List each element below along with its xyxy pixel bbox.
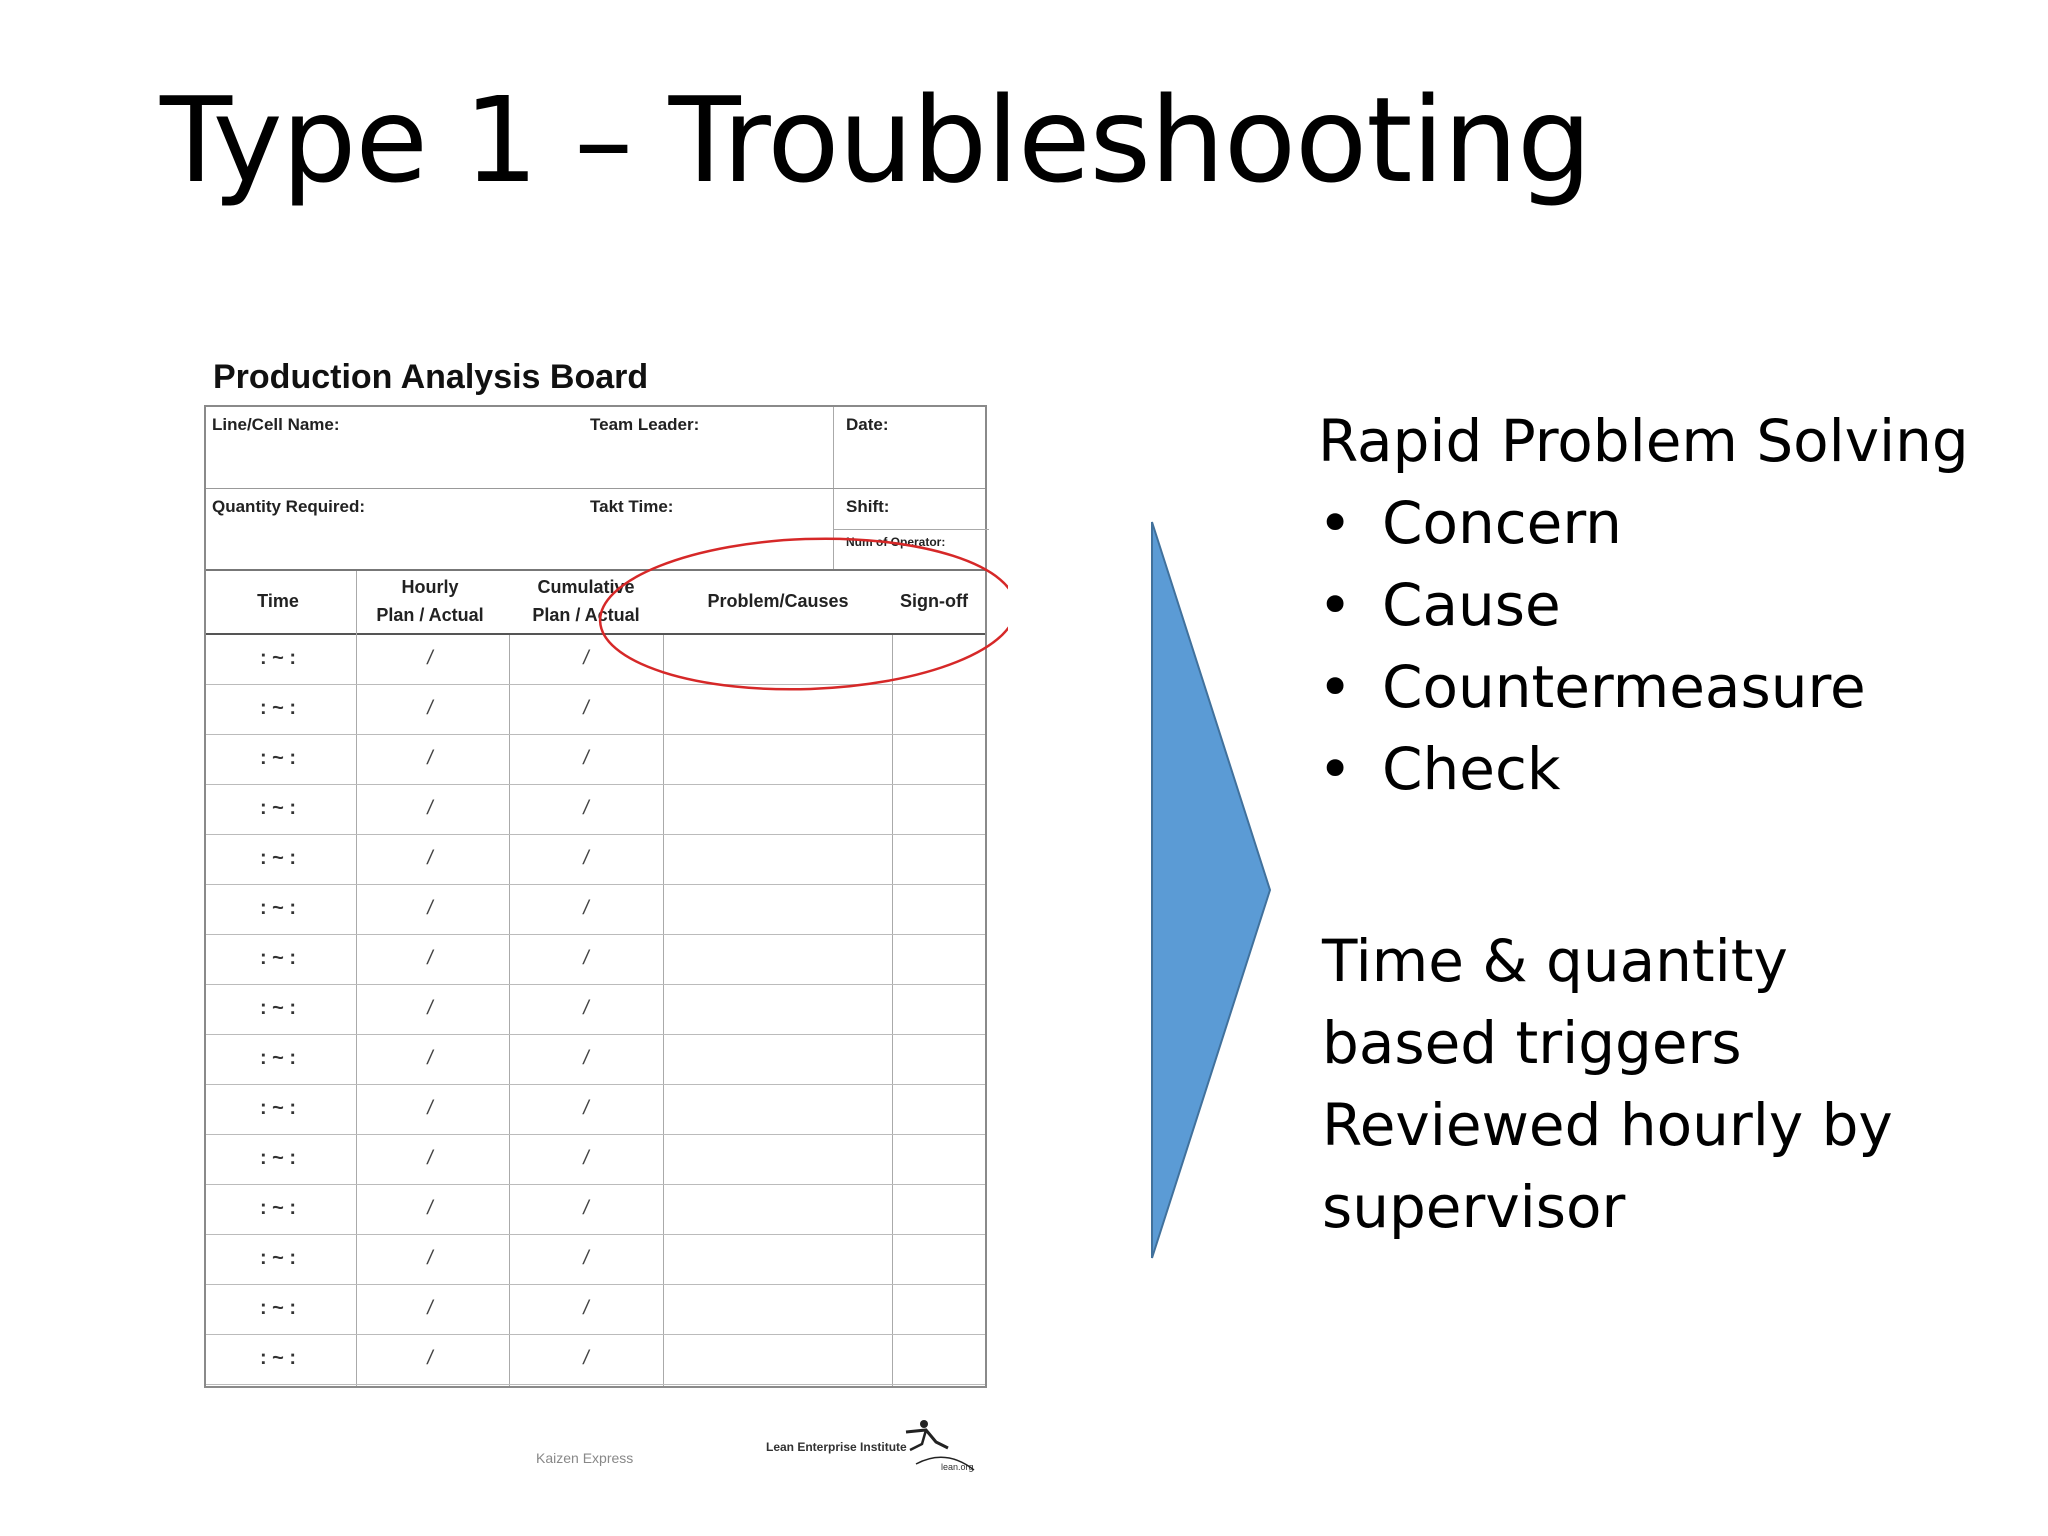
- cumulative-cell: /: [581, 1197, 591, 1219]
- rps-list: [1318, 482, 1969, 810]
- cumulative-cell: /: [581, 997, 591, 1019]
- hourly-cell: /: [425, 897, 435, 919]
- form-frame: [204, 405, 987, 1388]
- time-cell: : ~ :: [259, 897, 297, 919]
- table-row: [206, 785, 985, 835]
- col-sign-off: Sign-off: [900, 591, 968, 611]
- cumulative-cell: /: [581, 1147, 591, 1169]
- time-cell: : ~ :: [259, 1197, 297, 1219]
- table-header: [206, 571, 985, 635]
- lean-enterprise-institute-logo-icon: [896, 1418, 976, 1478]
- table-row: [206, 1035, 985, 1085]
- time-cell: : ~ :: [259, 747, 297, 769]
- cumulative-cell: /: [581, 1247, 591, 1269]
- hourly-cell: /: [425, 647, 435, 669]
- table-row: [206, 985, 985, 1035]
- time-cell: : ~ :: [259, 1247, 297, 1269]
- slide-title: Type 1 – Troubleshooting: [160, 71, 1591, 209]
- form-title: Production Analysis Board: [213, 358, 649, 396]
- col-problem-causes: Problem/Causes: [707, 591, 849, 611]
- hourly-cell: /: [425, 997, 435, 1019]
- footer-kaizen-express: Kaizen Express: [536, 1450, 634, 1466]
- cumulative-cell: /: [581, 1047, 591, 1069]
- triggers-line-3: Reviewed hourly by: [1322, 1091, 1893, 1159]
- date-label: Date:: [846, 415, 889, 434]
- cumulative-cell: /: [581, 847, 591, 869]
- hourly-cell: /: [425, 947, 435, 969]
- hourly-cell: /: [425, 1147, 435, 1169]
- hourly-cell: /: [425, 847, 435, 869]
- table-rows: [206, 635, 985, 1385]
- takt-time-label: Takt Time:: [590, 497, 674, 516]
- time-cell: : ~ :: [259, 1297, 297, 1319]
- col-hourly-sub: Plan / Actual: [376, 605, 484, 625]
- cumulative-cell: /: [581, 1097, 591, 1119]
- quantity-required-label: Quantity Required:: [212, 497, 366, 516]
- time-cell: : ~ :: [259, 997, 297, 1019]
- triggers-line-1: Time & quantity: [1322, 927, 1788, 995]
- table-row: [206, 1085, 985, 1135]
- col-time: Time: [257, 591, 299, 611]
- table-row: [206, 835, 985, 885]
- form-header-row-1: [206, 407, 985, 489]
- time-cell: : ~ :: [259, 947, 297, 969]
- rps-item-check: • Check: [1318, 728, 1969, 810]
- rapid-problem-solving: [1318, 400, 1969, 810]
- cumulative-cell: /: [581, 1297, 591, 1319]
- table-row: [206, 1185, 985, 1235]
- table-row: [206, 935, 985, 985]
- cumulative-cell: /: [581, 647, 591, 669]
- num-operators-label: Num of Operator:: [846, 535, 946, 549]
- table-row: [206, 1235, 985, 1285]
- col-cumulative: Cumulative: [537, 577, 635, 597]
- triggers-line-2: based triggers: [1322, 1009, 1742, 1077]
- col-hourly: Hourly: [401, 577, 459, 597]
- team-leader-label: Team Leader:: [590, 415, 700, 434]
- hourly-cell: /: [425, 797, 435, 819]
- cumulative-cell: /: [581, 797, 591, 819]
- footer-lean-enterprise-institute: Lean Enterprise Institute: [766, 1440, 907, 1454]
- right-chevron-arrow-icon: [1150, 510, 1280, 1270]
- time-cell: : ~ :: [259, 847, 297, 869]
- hourly-cell: /: [425, 697, 435, 719]
- hourly-cell: /: [425, 1347, 435, 1369]
- cumulative-cell: /: [581, 697, 591, 719]
- hourly-cell: /: [425, 1047, 435, 1069]
- time-cell: : ~ :: [259, 697, 297, 719]
- shift-label: Shift:: [846, 497, 890, 516]
- cumulative-cell: /: [581, 747, 591, 769]
- triggers-text: [1322, 920, 1893, 1248]
- time-cell: : ~ :: [259, 1347, 297, 1369]
- col-cumulative-sub: Plan / Actual: [532, 605, 640, 625]
- rps-heading: Rapid Problem Solving: [1318, 407, 1969, 475]
- time-cell: : ~ :: [259, 647, 297, 669]
- line-cell-name-label: Line/Cell Name:: [212, 415, 340, 434]
- hourly-cell: /: [425, 1247, 435, 1269]
- table-row: [206, 885, 985, 935]
- rps-item-countermeasure: • Countermeasure: [1318, 646, 1969, 728]
- cumulative-cell: /: [581, 947, 591, 969]
- cumulative-cell: /: [581, 897, 591, 919]
- cumulative-cell: /: [581, 1347, 591, 1369]
- rps-item-concern: • Concern: [1318, 482, 1969, 564]
- triggers-line-4: supervisor: [1322, 1173, 1626, 1241]
- hourly-cell: /: [425, 747, 435, 769]
- table-row: [206, 1285, 985, 1335]
- hourly-cell: /: [425, 1097, 435, 1119]
- table-row: [206, 1135, 985, 1185]
- table-row: [206, 1335, 985, 1385]
- hourly-cell: /: [425, 1297, 435, 1319]
- rps-item-cause: • Cause: [1318, 564, 1969, 646]
- table-row: [206, 685, 985, 735]
- form-header-row-2: [206, 489, 985, 571]
- table-row: [206, 635, 985, 685]
- time-cell: : ~ :: [259, 1147, 297, 1169]
- time-cell: : ~ :: [259, 1097, 297, 1119]
- time-cell: : ~ :: [259, 797, 297, 819]
- time-cell: : ~ :: [259, 1047, 297, 1069]
- production-analysis-board: [196, 300, 1008, 1530]
- table-row: [206, 735, 985, 785]
- hourly-cell: /: [425, 1197, 435, 1219]
- footer-url: lean.org: [941, 1462, 974, 1472]
